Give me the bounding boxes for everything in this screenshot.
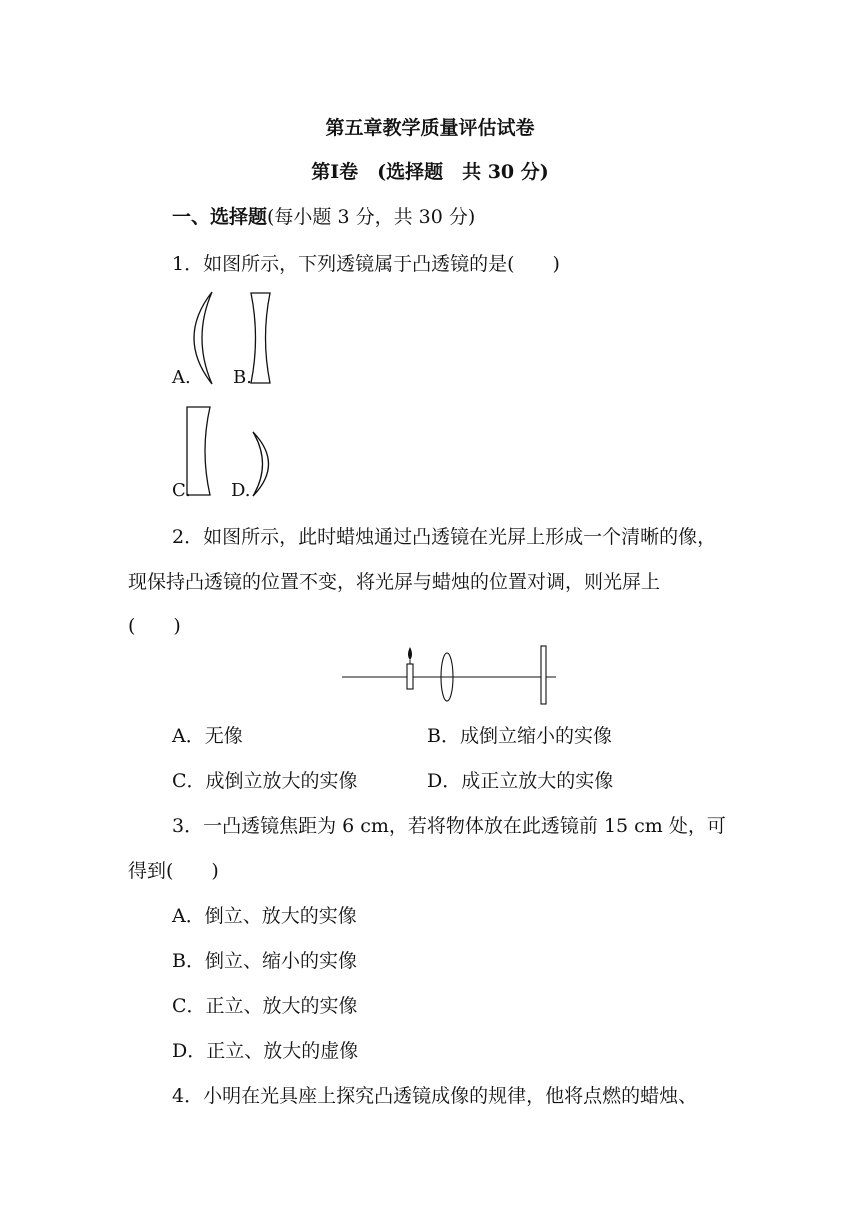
- q1-label-d: D.: [231, 480, 251, 501]
- q4-line1: 4．小明在光具座上探究凸透镜成像的规律，他将点燃的蜡烛、: [172, 1085, 698, 1107]
- page-title: 第五章教学质量评估试卷: [325, 117, 535, 139]
- q1-label-c: C.: [172, 480, 191, 501]
- q2-line2: 现保持凸透镜的位置不变，将光屏与蜡烛的位置对调，则光屏上: [128, 571, 661, 593]
- section-heading-row: [172, 204, 475, 230]
- section-note: (每小题 3 分，共 30 分): [267, 206, 476, 228]
- q1-label-a: A.: [172, 367, 191, 388]
- q3-line1: 3．一凸透镜焦距为 6 cm，若将物体放在此透镜前 15 cm 处，可: [172, 815, 726, 837]
- q3-option-d: D．正立、放大的虚像: [172, 1040, 359, 1062]
- light-screen: [541, 646, 546, 704]
- q1-label-b: B.: [233, 367, 252, 388]
- q3-option-a: A．倒立、放大的实像: [172, 905, 357, 927]
- q3-option-c: C．正立、放大的实像: [172, 995, 358, 1017]
- q2-option-c: C．成倒立放大的实像: [172, 770, 358, 792]
- optical-bench-figure: [340, 642, 560, 708]
- q1-stem: 1．如图所示，下列透镜属于凸透镜的是( ): [172, 253, 560, 275]
- candle-flame: [408, 647, 412, 660]
- lens-b-figure: [248, 290, 274, 386]
- q2-line1: 2．如图所示，此时蜡烛通过凸透镜在光屏上形成一个清晰的像，: [172, 526, 717, 548]
- lens-c-figure: [184, 404, 214, 498]
- part-subtitle: 第Ⅰ卷 (选择题 共 30 分): [311, 161, 549, 183]
- q3-line2: 得到( ): [128, 860, 219, 882]
- q2-option-a: A．无像: [172, 725, 243, 747]
- lens-a-figure: [186, 290, 216, 386]
- candle: [407, 647, 413, 689]
- section-heading: 一、选择题: [172, 206, 268, 228]
- q2-line3: ( ): [128, 615, 181, 637]
- lens-d-figure: [250, 430, 280, 498]
- q3-option-b: B．倒立、缩小的实像: [172, 950, 357, 972]
- q2-option-d: D．成正立放大的实像: [427, 770, 614, 792]
- candle-body: [407, 664, 413, 689]
- q2-option-b: B．成倒立缩小的实像: [427, 725, 612, 747]
